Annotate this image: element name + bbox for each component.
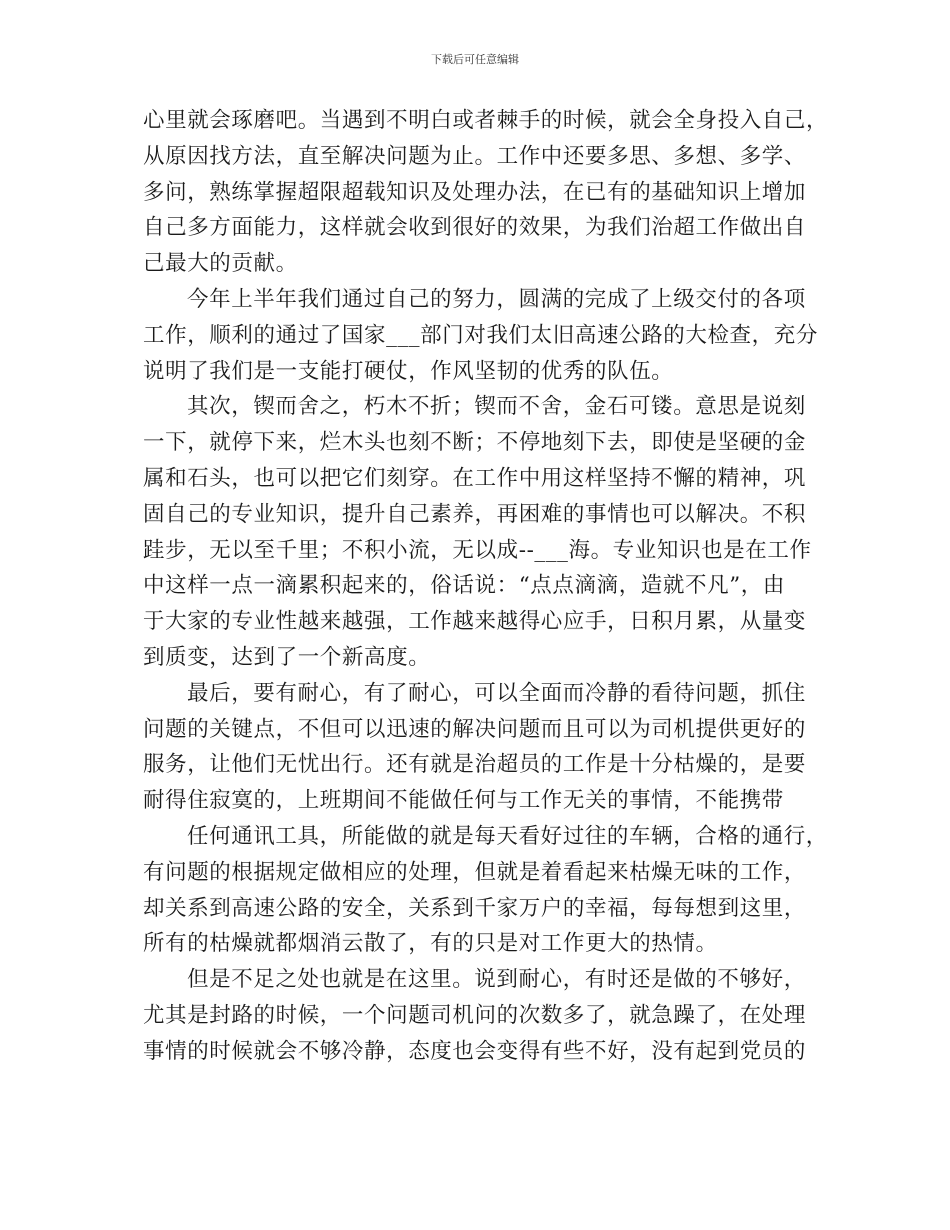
text-line: 多问，熟练掌握超限超载知识及处理办法，在已有的基础知识上增加 bbox=[143, 179, 807, 205]
paragraph-start-line: 但是不足之处也就是在这里。说到耐心，有时还是做的不够好， bbox=[187, 967, 806, 993]
document-body bbox=[143, 103, 843, 1070]
text-line: 问题的关键点，不但可以迅速的解决问题而且可以为司机提供更好的 bbox=[143, 716, 807, 742]
text-line: 自己多方面能力，这样就会收到很好的效果，为我们治超工作做出自 bbox=[143, 215, 807, 241]
text-line: 所有的枯燥就都烟消云散了，有的只是对工作更大的热情。 bbox=[143, 931, 718, 957]
text-line: 从原因找方法，直至解决问题为止。工作中还要多思、多想、多学、 bbox=[143, 143, 807, 169]
text-line: 于大家的专业性越来越强，工作越来越得心应手，日积月累，从量变 bbox=[143, 609, 807, 635]
text-line: 跬步，无以至千里；不积小流，无以成--___海。专业知识也是在工作 bbox=[143, 537, 812, 563]
text-line: 己最大的贡献。 bbox=[143, 251, 298, 277]
text-line: 固自己的专业知识，提升自己素养，再困难的事情也可以解决。不积 bbox=[143, 501, 807, 527]
text-line: 说明了我们是一支能打硬仗，作风坚韧的优秀的队伍。 bbox=[143, 358, 674, 384]
text-line: 中这样一点一滴累积起来的，俗话说：“点点滴滴，造就不凡”，由 bbox=[143, 573, 785, 599]
text-line: 尤其是封路的时候，一个问题司机问的次数多了，就急躁了，在处理 bbox=[143, 1002, 807, 1028]
text-line: 属和石头，也可以把它们刻穿。在工作中用这样坚持不懈的精神，巩 bbox=[143, 465, 807, 491]
text-line: 却关系到高速公路的安全，关系到千家万户的幸福，每每想到这里， bbox=[143, 895, 807, 921]
paragraph-start-line: 最后，要有耐心，有了耐心，可以全面而冷静的看待问题，抓住 bbox=[187, 680, 806, 706]
text-line: 心里就会琢磨吧。当遇到不明白或者棘手的时候，就会全身投入自己， bbox=[143, 108, 829, 133]
text-line: 事情的时候就会不够冷静，态度也会变得有些不好，没有起到党员的 bbox=[143, 1038, 807, 1064]
text-line: 服务，让他们无忧出行。还有就是治超员的工作是十分枯燥的，是要 bbox=[143, 752, 807, 778]
text-line: 一下，就停下来，烂木头也刻不断；不停地刻下去，即使是坚硬的金 bbox=[143, 430, 807, 456]
page-header: 下载后可任意编辑 bbox=[431, 53, 519, 66]
text-line: 工作，顺利的通过了国家___部门对我们太旧高速公路的大检查，充分 bbox=[143, 322, 818, 348]
paragraph-start-line: 其次，锲而舍之，朽木不折；锲而不舍，金石可镂。意思是说刻 bbox=[187, 394, 806, 420]
text-line: 有问题的根据规定做相应的处理，但就是着看起来枯燥无味的工作， bbox=[143, 859, 807, 885]
paragraph-start-line: 任何通讯工具，所能做的就是每天看好过往的车辆，合格的通行， bbox=[187, 823, 828, 849]
text-line: 到质变，达到了一个新高度。 bbox=[143, 644, 431, 670]
text-line: 耐得住寂寞的，上班期间不能做任何与工作无关的事情，不能携带 bbox=[143, 788, 784, 814]
paragraph-start-line: 今年上半年我们通过自己的努力，圆满的完成了上级交付的各项 bbox=[187, 286, 806, 312]
